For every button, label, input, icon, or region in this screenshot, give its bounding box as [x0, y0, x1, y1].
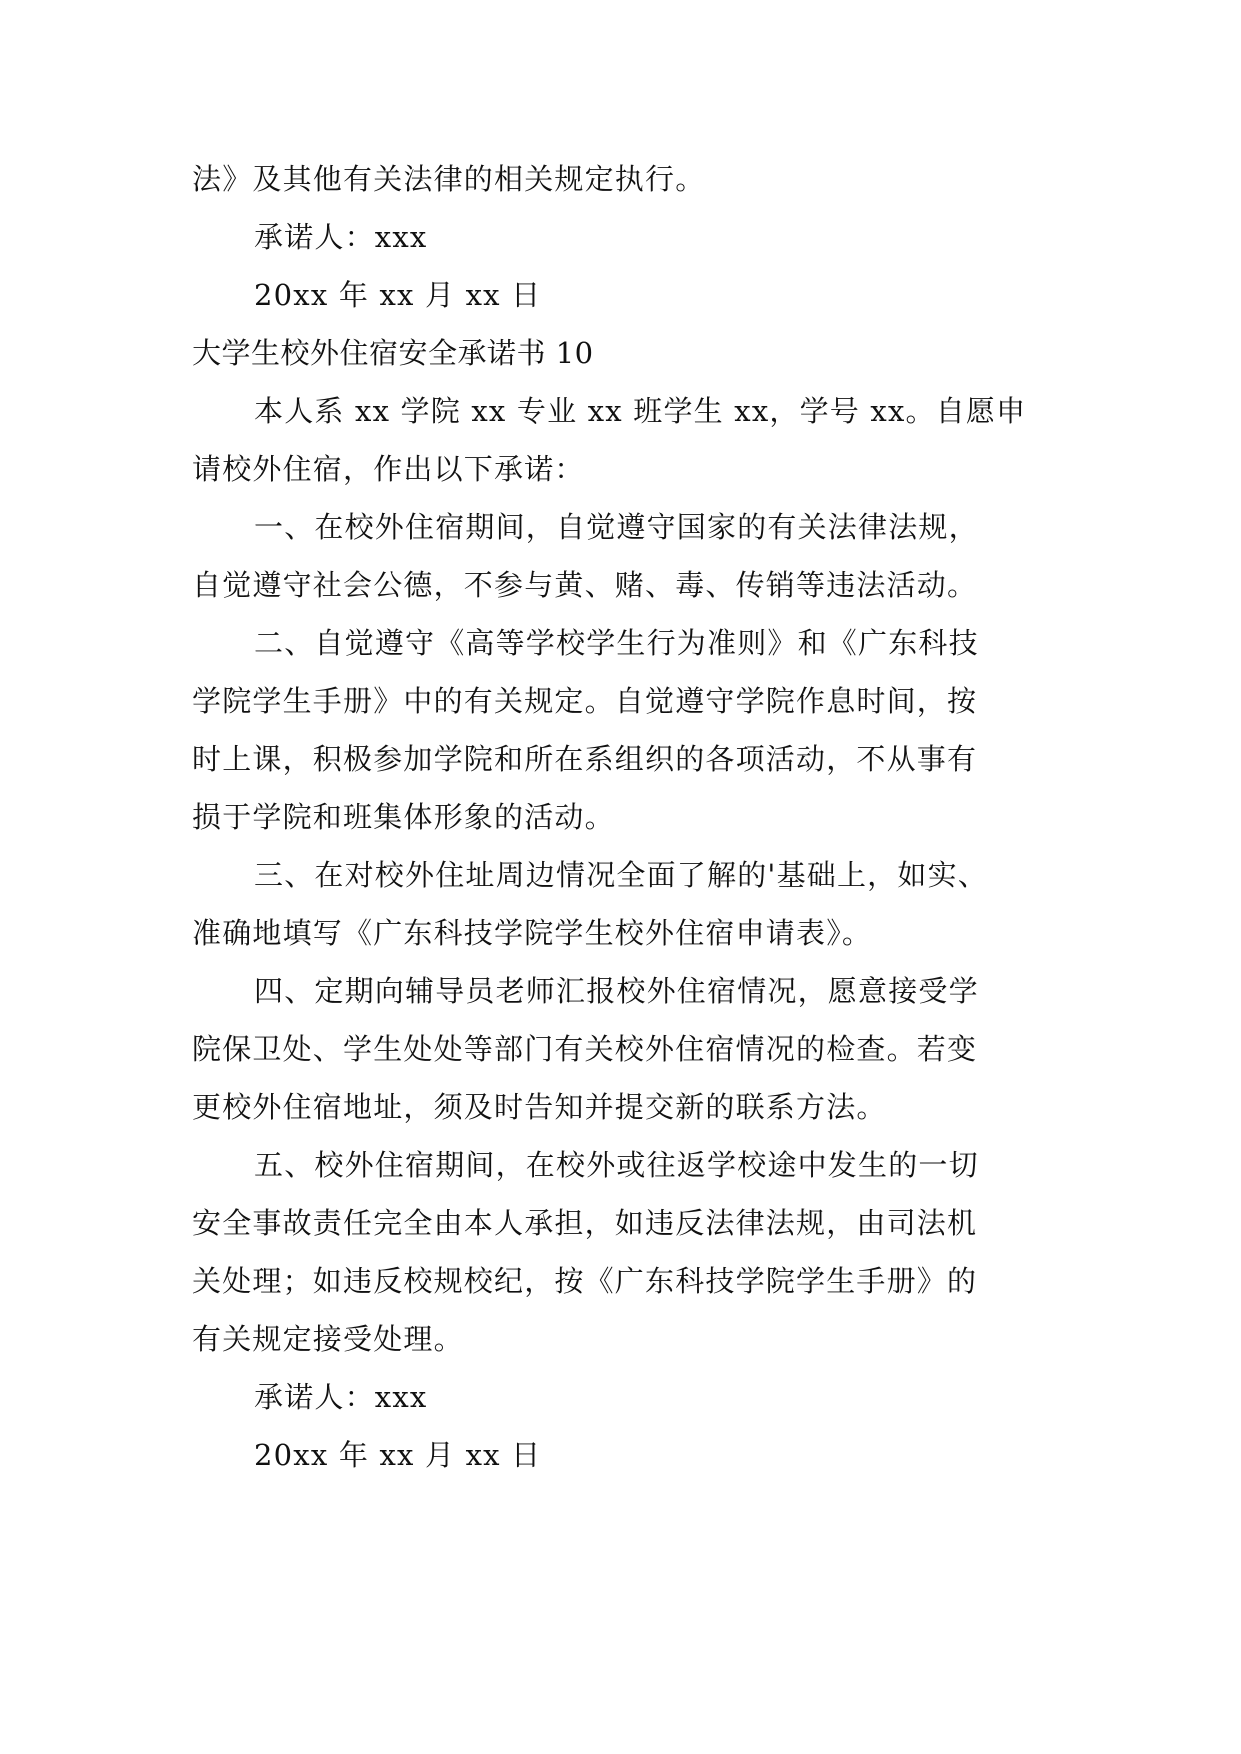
paragraph-line: 有关规定接受处理。 — [192, 1322, 464, 1356]
paragraph-line: 更校外住宿地址，须及时告知并提交新的联系方法。 — [192, 1090, 887, 1124]
paragraph-line: 时上课，积极参加学院和所在系组织的各项活动，不从事有 — [192, 742, 978, 776]
paragraph-line: 损于学院和班集体形象的活动。 — [192, 800, 615, 834]
paragraph-line: 准确地填写《广东科技学院学生校外住宿申请表》。 — [192, 916, 873, 950]
section-title: 大学生校外住宿安全承诺书 10 — [192, 336, 594, 370]
paragraph-line: 三、在对校外住址周边情况全面了解的'基础上，如实、 — [254, 858, 988, 892]
paragraph-line: 安全事故责任完全由本人承担，如违反法律法规，由司法机 — [192, 1206, 978, 1240]
date-line: 20xx 年 xx 月 xx 日 — [254, 278, 542, 312]
paragraph-line: 二、自觉遵守《高等学校学生行为准则》和《广东科技 — [254, 626, 979, 660]
date-line: 20xx 年 xx 月 xx 日 — [254, 1438, 542, 1472]
paragraph-line: 四、定期向辅导员老师汇报校外住宿情况，愿意接受学 — [254, 974, 979, 1008]
paragraph-line: 法》及其他有关法律的相关规定执行。 — [192, 162, 706, 196]
signature-line: 承诺人：xxx — [254, 1380, 428, 1414]
paragraph-line: 本人系 xx 学院 xx 专业 xx 班学生 xx，学号 xx。自愿申 — [254, 394, 1027, 428]
paragraph-line: 一、在校外住宿期间，自觉遵守国家的有关法律法规， — [254, 510, 979, 544]
paragraph-line: 学院学生手册》中的有关规定。自觉遵守学院作息时间，按 — [192, 684, 978, 718]
paragraph-line: 请校外住宿，作出以下承诺： — [192, 452, 585, 486]
paragraph-line: 关处理；如违反校规校纪，按《广东科技学院学生手册》的 — [192, 1264, 978, 1298]
signature-line: 承诺人：xxx — [254, 220, 428, 254]
paragraph-line: 五、校外住宿期间，在校外或往返学校途中发生的一切 — [254, 1148, 979, 1182]
paragraph-line: 院保卫处、学生处处等部门有关校外住宿情况的检查。若变 — [192, 1032, 978, 1066]
paragraph-line: 自觉遵守社会公德，不参与黄、赌、毒、传销等违法活动。 — [192, 568, 978, 602]
document-page — [192, 150, 1054, 1484]
